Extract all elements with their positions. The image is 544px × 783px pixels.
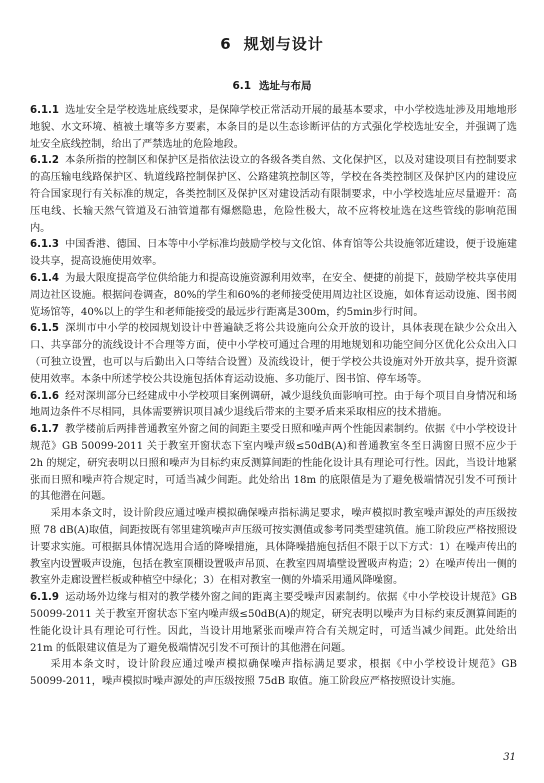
- clause-text: 深圳市中小学的校园规划设计中普遍缺乏将公共设施向公众开放的设计，具体表现在缺少公众出入口、共享部分的流线设计不合理等方面，使中小学校可通过合理的用地规划和功能空间分区优化公众出入口（可独立设置，也可以与后勤出入口等结合设置）及流线设计，便于学校公共设施对外开放共享，提升资源使用效率。本条中所述学校公共设施包括体育运动设施、多功能厅、图书馆、停车场等。: [30, 323, 517, 385]
- clause-number: 6.1.9: [30, 592, 60, 604]
- clause-paragraph: [30, 271, 517, 321]
- clause-text: 经对深圳部分已经建成中小学校项目案例调研，减少退线负面影响可控。由于每个项目自身情况和场地周边条件不尽相同，具体需要辨识项目减少退线后带来的主要矛盾来采取相应的技术措施。: [30, 390, 517, 419]
- clause-paragraph: [30, 321, 517, 388]
- clause-number: 6.1.3: [30, 239, 60, 251]
- section-title: 选址与布局: [259, 80, 312, 92]
- clause-paragraph: [30, 590, 517, 657]
- clause-text: 采用本条文时，设计阶段应通过噪声模拟确保噪声指标满足要求，根据《中小学校设计规范》GB 50099-2011，噪声模拟时噪声源处的声压级按照 75dB 取值。施工阶段应严格按照设计实施。: [30, 659, 517, 688]
- clause-number: 6.1.5: [30, 323, 60, 335]
- clause-text: 教学楼前后两排普通教室外窗之间的间距主要受日照和噪声两个性能因素制约。依据《中小学校设计规范》GB 50099-2011 关于教室开窗状态下室内噪声级≤50dB(A)和普通教室冬至日满窗日照不应少于 2h 的规定，研究表明以日照和噪声为目标约束反测算间距的性能化设计具有理论可行性。因此，当设计地紧张而日照和噪声符合规定时，可适当减少间距。此处给出 18m 的底限值是为了避免极端情况引发不可预计的其他潜在问题。: [30, 424, 517, 503]
- clause-text: 选址安全是学校选址底线要求，是保障学校正常活动开展的最基本要求，中小学校选址涉及用地地形地貌、水文环境、植被土壤等多方要素，本条目的是以生态诊断评估的方式强化学校选址安全，并强调了选址安全底线控制，给出了严禁选址的危险地段。: [30, 105, 517, 150]
- chapter-heading: [0, 33, 544, 54]
- clause-number: 6.1.4: [30, 272, 60, 284]
- clause-number: 6.1.1: [30, 105, 60, 116]
- clause-paragraph: [30, 103, 517, 153]
- clause-number: 6.1.6: [30, 390, 60, 402]
- continuation-paragraph: [30, 506, 517, 590]
- clause-text: 运动场外边缘与相对的教学楼外窗之间的距离主要受噪声因素制约。依据《中小学校设计规范》GB 50099-2011 关于教室开窗状态下室内噪声级≤50dB(A)的规定，研究表明以噪声为目标约束反测算间距的性能化设计具有理论可行性。因此，当设计用地紧张而噪声符合有关规定时，可适当减少间距。此处给出 21m 的低限建议值是为了避免极端情况引发不可预计的其他潜在问题。: [30, 592, 517, 654]
- section-heading: [0, 78, 544, 93]
- clause-paragraph: [30, 237, 517, 271]
- continuation-paragraph: [30, 657, 517, 691]
- clause-paragraph: [30, 422, 517, 506]
- clause-number: 6.1.2: [30, 155, 60, 167]
- chapter-number: 6: [220, 35, 232, 53]
- page-number: 31: [503, 752, 516, 763]
- clause-text: 为最大限度提高学位供给能力和提高设施资源利用效率，在安全、便捷的前提下，鼓励学校共享使用周边社区设施。根据问卷调查，80%的学生和60%的老师接受使用周边社区设施，如体育运动设施、图书阅览场馆等，40%以上的学生和老师能接受的最远步行距离是300m，约5min步行时间。: [30, 272, 517, 318]
- clause-number: 6.1.7: [30, 424, 60, 436]
- clause-text: 中国香港、德国、日本等中小学标准均鼓励学校与文化馆、体育馆等公共设施邻近建设，便于设施建设共享，提高设施使用效率。: [30, 239, 517, 268]
- clause-text: 采用本条文时，设计阶段应通过噪声模拟确保噪声指标满足要求，噪声模拟时教室噪声源处的声压级按照 78 dB(A)取值，间距按既有邻里建筑噪声声压级可按实测值或参考同类型建筑值。施工阶段应严格按照设计要求实施。可根据具体情况选用合适的降噪措施，具体降噪措施包括但不限于以下方式：1）在噪声传出的教室内设置吸声设施，包括在教室顶棚设置吸声吊顶、在教室四周墙壁设置吸声构造；2）在噪声传出一侧的教室外走廊设置栏板或种植空中绿化；3）在相对教室一侧的外墙采用通风降噪窗。: [30, 508, 517, 587]
- clause-paragraph: [30, 153, 517, 237]
- section-number: 6.1: [232, 80, 252, 92]
- document-body: [30, 103, 517, 691]
- clause-paragraph: [30, 389, 517, 423]
- clause-text: 本条所指的控制区和保护区是指依法设立的各级各类自然、文化保护区，以及对建设项目有控制要求的高压输电线路保护区、轨道线路控制保护区、公路建筑控制区等，学校在各类控制区及保护区内的建设应符合国家现行有关标准的规定，各类控制区及保护区对建设活动有限制要求，中小学校选址应尽量避开：高压电线、长输天然气管道及石油管道都有爆燃隐患，危险性极大，故不应将校址选在这些管线的影响范围内。: [30, 155, 517, 234]
- chapter-title: 规划与设计: [243, 35, 324, 53]
